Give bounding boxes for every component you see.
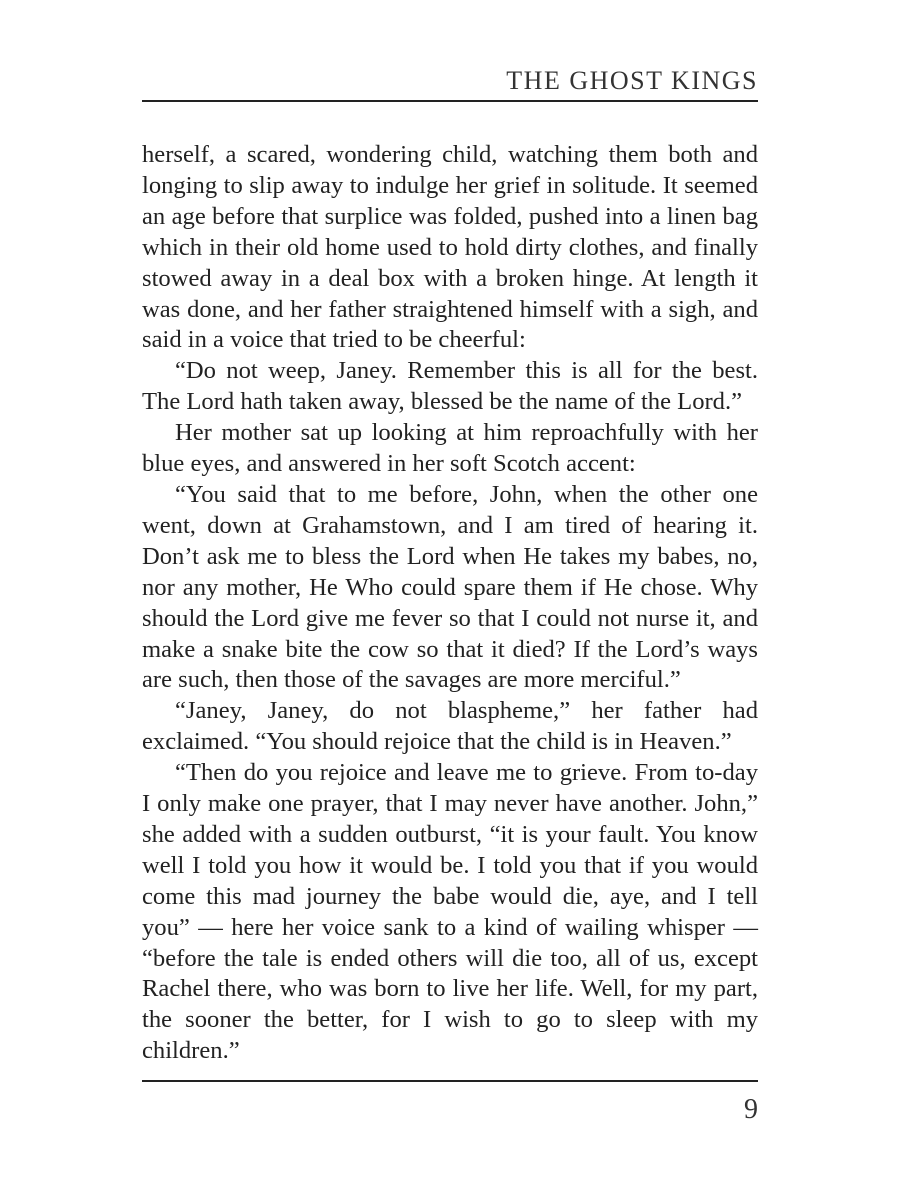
paragraph-continuation: herself, a scared, wondering child, watching them both and longing to slip away to indulge her grief in solitude. It seemed an age before that surplice was folded, pushed into a linen bag which in their old home used to hold dirty clothes, and finally stowed away in a deal box with a broken hinge. At length it was done, and her father straightened himself with a sigh, and said in a voice that tried to be cheerful: xyxy=(142,141,758,354)
paragraph: “Then do you rejoice and leave me to grieve. From to-day I only make one prayer, that I may never have another. John,” she added with a sudden outburst, “it is your fault. You know well I told you how it would be. I told you that if you would come this mad journey the babe would die, aye, and I tell you” — here her voice sank to a kind of wailing whisper — “before the tale is ended others will die too, all of us, except Rachel there, who was born to live her life. Well, for my part, the sooner the better, for I wish to go to sleep with my children.” xyxy=(142,759,758,1065)
running-head-title: THE GHOST KINGS xyxy=(506,66,758,95)
page-number: 9 xyxy=(744,1094,758,1125)
footer-rule xyxy=(142,1080,758,1082)
header-rule xyxy=(142,100,758,102)
paragraph: Her mother sat up looking at him reproachfully with her blue eyes, and answered in her soft Scotch accent: xyxy=(142,419,758,478)
paragraph: “You said that to me before, John, when the other one went, down at Grahamstown, and I am tired of hearing it. Don’t ask me to bless the Lord when He takes my babes, no, nor any mother, He Who could spare them if He chose. Why should the Lord give me fever so that I could not nurse it, and make a snake bite the cow so that it died? If the Lord’s ways are such, then those of the savages are more merciful.” xyxy=(142,480,758,694)
paragraph: “Janey, Janey, do not blaspheme,” her father had exclaimed. “You should rejoice that the child is in Heaven.” xyxy=(142,697,758,756)
paragraph: “Do not weep, Janey. Remember this is all for the best. The Lord hath taken away, blessed be the name of the Lord.” xyxy=(142,357,758,416)
body-text xyxy=(142,140,758,1067)
